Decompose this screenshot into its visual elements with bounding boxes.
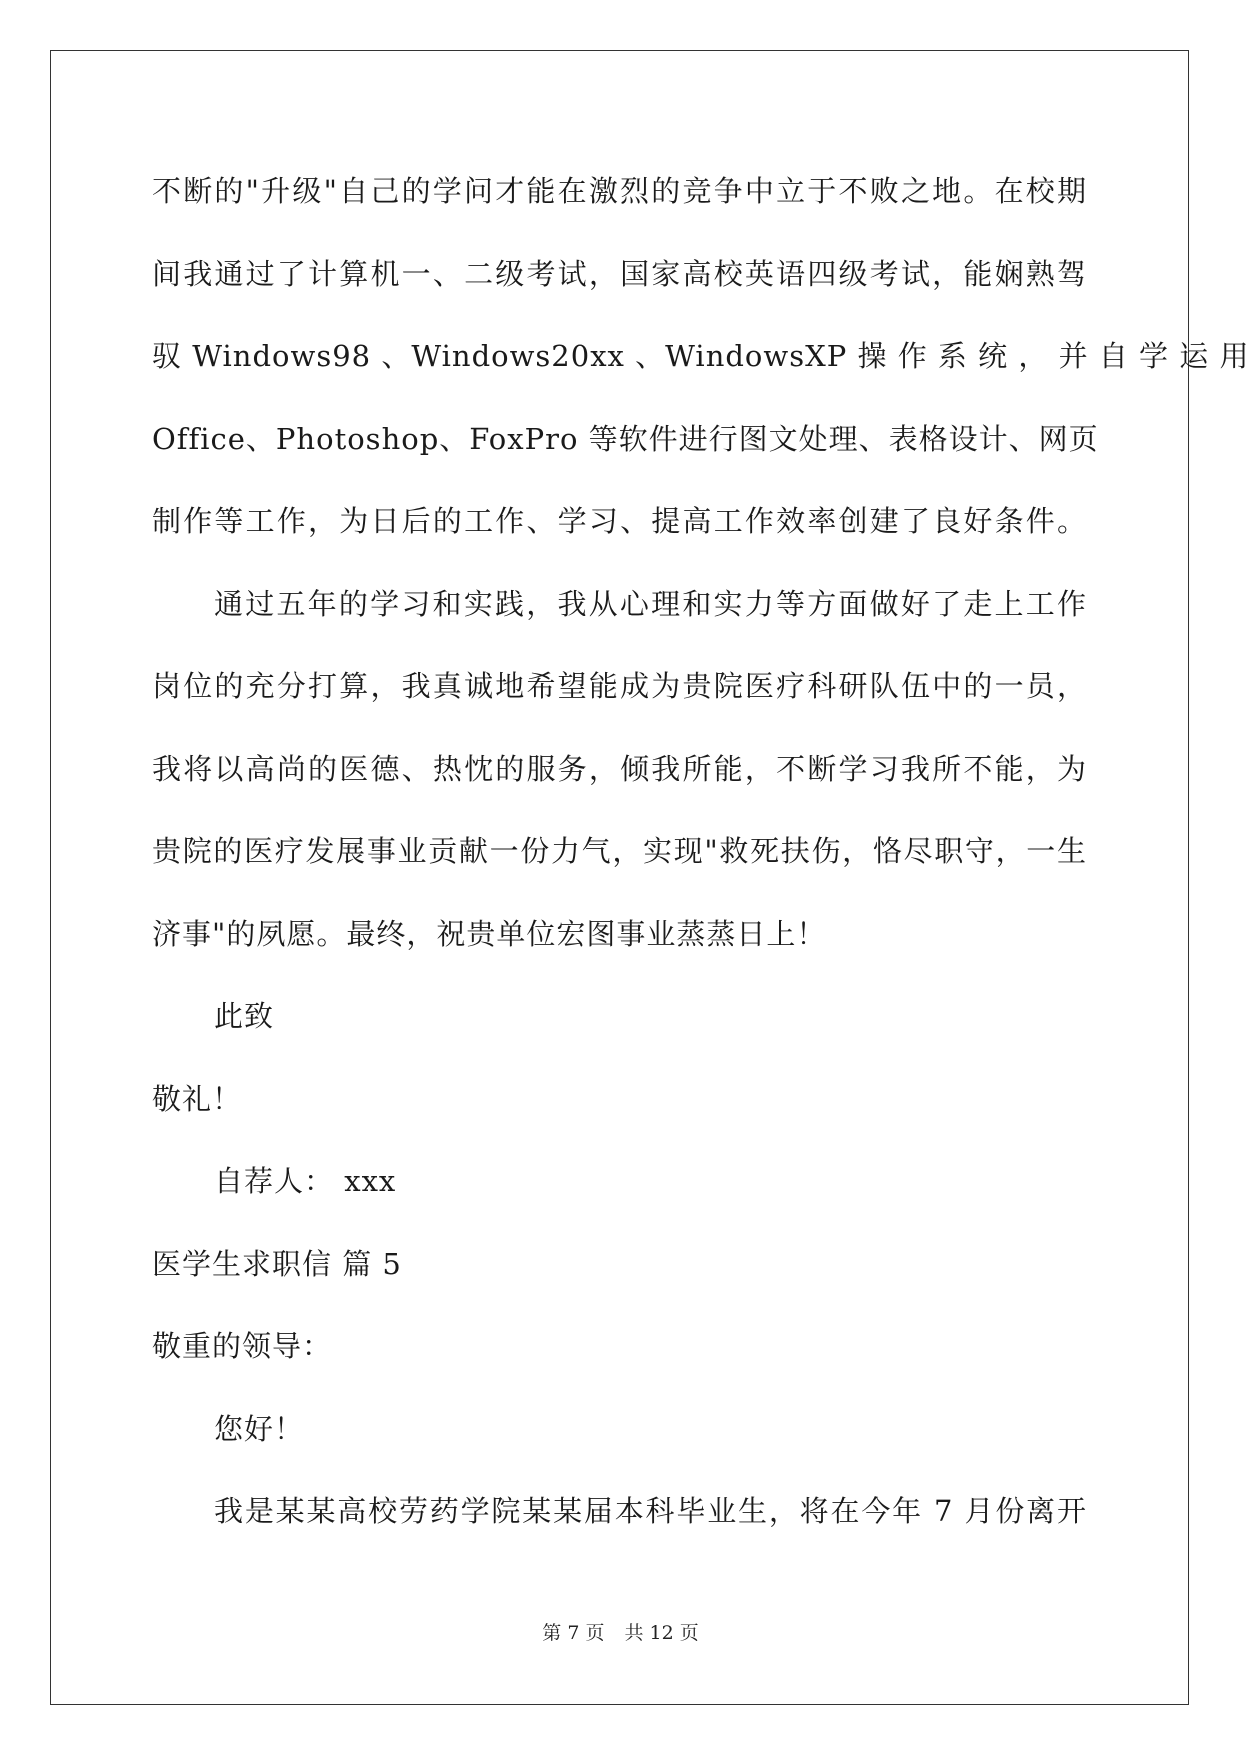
- paragraph-start-line: 我是某某高校劳药学院某某届本科毕业生，将在今年 7 月份离开: [214, 1494, 1087, 1528]
- text-line: 间我通过了计算机一、二级考试，国家高校英语四级考试，能娴熟驾: [152, 256, 1087, 291]
- text-line: 不断的"升级"自己的学问才能在激烈的竞争中立于不败之地。在校期: [152, 174, 1087, 208]
- greeting-line: 敬重的领导：: [152, 1329, 333, 1363]
- paragraph-start-line: 通过五年的学习和实践，我从心理和实力等方面做好了走上工作: [214, 586, 1087, 621]
- text-line: 济事"的夙愿。最终，祝贵单位宏图事业蒸蒸日上！: [152, 916, 827, 951]
- text-line: 我将以高尚的医德、热忱的服务，倾我所能，不断学习我所不能，为: [152, 751, 1087, 786]
- greeting-hello: 您好！: [214, 1411, 305, 1446]
- document-body: [152, 150, 1249, 1553]
- text-line: 制作等工作，为日后的工作、学习、提高工作效率创建了良好条件。: [152, 504, 1087, 538]
- section-heading: 医学生求职信 篇 5: [152, 1246, 402, 1281]
- closing-salutation: 此致: [214, 999, 275, 1033]
- text-line: 岗位的充分打算，我真诚地希望能成为贵院医疗科研队伍中的一员，: [152, 669, 1087, 703]
- signature-line: 自荐人： xxx: [214, 1164, 397, 1198]
- page-total: 共 12 页: [624, 1622, 699, 1644]
- closing-regards: 敬礼！: [152, 1081, 243, 1116]
- page-number: 第 7 页: [542, 1622, 605, 1644]
- text-line: 驭 Windows98 、Windows20xx 、WindowsXP 操 作 系 统 ， 并 自 学 运 用: [152, 339, 1249, 373]
- text-line: 贵院的医疗发展事业贡献一份力气，实现"救死扶伤，恪尽职守，一生: [152, 834, 1087, 868]
- page-footer: [0, 1618, 1241, 1645]
- text-line: Office、Photoshop、FoxPro 等软件进行图文处理、表格设计、网页: [152, 421, 1099, 456]
